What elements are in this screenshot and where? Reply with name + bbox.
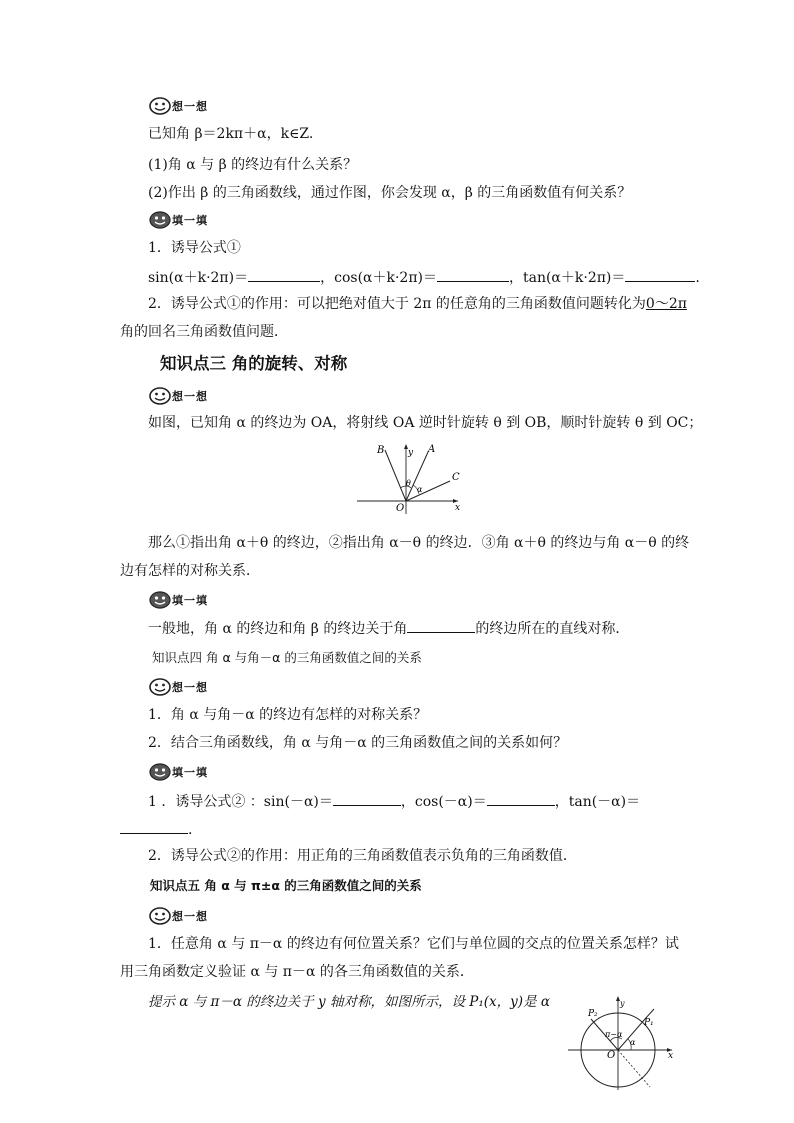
ray-oc bbox=[406, 481, 450, 501]
answer-blank[interactable] bbox=[248, 267, 320, 282]
text-line: (2)作出 β 的三角函数线，通过作图，你会发现 α，β 的三角函数值有何关系？ bbox=[148, 185, 632, 201]
answer-blank[interactable] bbox=[333, 791, 401, 806]
period: . bbox=[188, 822, 193, 838]
label-p2: P₂ bbox=[588, 1009, 598, 1019]
label-x: x bbox=[455, 503, 461, 513]
text-span: 1 ．诱导公式② ：sin(－α)＝ bbox=[148, 794, 333, 810]
text-line: 已知角 β＝2kπ＋α，k∈Z. bbox=[148, 126, 314, 142]
text-line: 边有怎样的对称关系． bbox=[120, 563, 260, 579]
answer-blank[interactable] bbox=[407, 618, 475, 633]
text-line: 1．角 α 与角－α 的终边有怎样的对称关系？ bbox=[148, 707, 428, 723]
answer-blank[interactable] bbox=[625, 267, 695, 282]
formula-line bbox=[120, 819, 192, 839]
label-theta: θ bbox=[406, 479, 411, 488]
cos-expr: ，cos(α＋k·2π)＝ bbox=[320, 270, 437, 286]
ray-ob bbox=[385, 450, 406, 501]
text-line: 1．诱导公式① bbox=[148, 240, 241, 256]
text-line: 用三角函数定义验证 α 与 π－α 的各三角函数值的关系． bbox=[120, 964, 474, 980]
tag-label: 想一想 bbox=[172, 910, 208, 923]
fill-tag bbox=[149, 590, 208, 610]
text-span: 2．诱导公式①的作用：可以把绝对值大于 2π 的任意角的三角函数值问题转化为 bbox=[148, 296, 646, 312]
think-tag bbox=[149, 386, 208, 406]
section-heading: 知识点三 角的旋转、对称 bbox=[160, 354, 348, 373]
fill-tag bbox=[149, 210, 208, 230]
rotation-diagram bbox=[355, 438, 465, 516]
think-tag bbox=[149, 677, 208, 697]
dashed-line bbox=[618, 1050, 650, 1087]
globe-face-icon bbox=[149, 591, 171, 609]
text-line: 2．结合三角函数线，角 α 与角－α 的三角函数值之间的关系如何？ bbox=[148, 735, 568, 751]
text-line bbox=[148, 618, 629, 638]
period: . bbox=[695, 270, 700, 286]
text-span: ，cos(－α)＝ bbox=[400, 794, 487, 810]
answer-blank[interactable] bbox=[487, 791, 555, 806]
label-c: C bbox=[452, 472, 460, 483]
section-heading: 知识点五 角 α 与 π±α 的三角函数值之间的关系 bbox=[150, 878, 422, 893]
label-y: y bbox=[620, 999, 625, 1008]
sin-expr: sin(α＋k·2π)＝ bbox=[148, 270, 249, 286]
text-line: 如图，已知角 α 的终边为 OA，将射线 OA 逆时针旋转 θ 到 OB，顺时针旋转 θ 到 OC； bbox=[148, 415, 703, 431]
label-x: x bbox=[668, 1051, 674, 1061]
globe-face-icon bbox=[149, 211, 171, 229]
label-o: O bbox=[396, 503, 405, 514]
answer-blank[interactable] bbox=[437, 267, 509, 282]
unit-circle-diagram bbox=[568, 995, 680, 1091]
label-b: B bbox=[377, 445, 385, 456]
label-alpha: α bbox=[417, 485, 423, 494]
text-span: ，tan(－α)＝ bbox=[554, 794, 641, 810]
tan-expr: ，tan(α＋k·2π)＝ bbox=[508, 270, 626, 286]
text-line: 那么①指出角 α＋θ 的终边，②指出角 α－θ 的终边．③角 α＋θ 的终边与角 α－θ 的终 bbox=[148, 535, 690, 551]
label-o: O bbox=[607, 1050, 616, 1061]
text-span: 的终边所在的直线对称． bbox=[475, 621, 630, 637]
tag-label: 想一想 bbox=[172, 100, 208, 113]
face-icon bbox=[149, 678, 171, 696]
formula-line bbox=[148, 791, 640, 811]
fill-tag bbox=[149, 762, 208, 782]
text-line bbox=[148, 295, 687, 313]
face-icon bbox=[149, 907, 171, 925]
tag-label: 想一想 bbox=[172, 390, 208, 403]
label-y: y bbox=[408, 448, 414, 458]
text-line: 2．诱导公式②的作用：用正角的三角函数值表示负角的三角函数值． bbox=[148, 848, 577, 864]
section-heading: 知识点四 角 α 与角－α 的三角函数值之间的关系 bbox=[152, 650, 422, 665]
face-icon bbox=[149, 387, 171, 405]
label-pi-minus-alpha: π−α bbox=[605, 1030, 623, 1039]
think-tag bbox=[149, 906, 208, 926]
label-p1: P₁ bbox=[644, 1018, 654, 1028]
answer-blank[interactable] bbox=[120, 819, 188, 834]
underlined-answer: 0～2π bbox=[645, 296, 687, 312]
label-alpha: α bbox=[630, 1038, 636, 1047]
hint-text: 提示 α 与 π－α 的终边关于 y 轴对称，如图所示，设 P₁(x，y)是 α bbox=[148, 994, 550, 1010]
think-tag bbox=[149, 96, 208, 116]
tag-label: 想一想 bbox=[172, 681, 208, 694]
tag-label: 填一填 bbox=[172, 594, 208, 607]
text-line: (1)角 α 与 β 的终边有什么关系？ bbox=[148, 157, 358, 173]
tag-label: 填一填 bbox=[172, 766, 208, 779]
formula-line bbox=[148, 267, 700, 287]
face-icon bbox=[149, 97, 171, 115]
text-line: 角的回名三角函数值问题． bbox=[120, 324, 288, 340]
text-span: 一般地，角 α 的终边和角 β 的终边关于角 bbox=[148, 621, 408, 637]
text-line: 1．任意角 α 与 π－α 的终边有何位置关系？它们与单位圆的交点的位置关系怎样？试 bbox=[148, 936, 679, 952]
globe-face-icon bbox=[149, 763, 171, 781]
label-a: A bbox=[428, 444, 436, 455]
tag-label: 填一填 bbox=[172, 214, 208, 227]
